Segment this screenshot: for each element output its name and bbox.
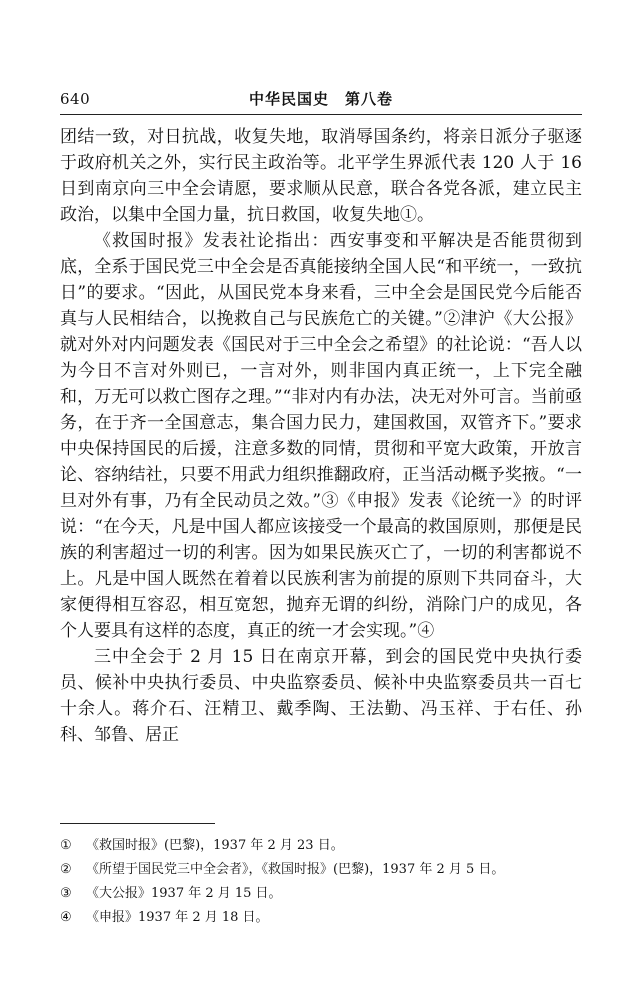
page-number: 640 [60, 90, 91, 108]
footnote-text: 《救国时报》(巴黎)，1937 年 2 月 23 日。 [86, 838, 344, 853]
paragraph: 三中全会于 2 月 15 日在南京开幕，到会的国民党中央执行委员、候补中央执行委员、中央监察委员、候补中央监察委员共一百七十余人。蒋介石、汪精卫、戴季陶、王法勤、冯玉祥、于右任、孙科、邹鲁、居正 [60, 647, 582, 745]
footnote-text: 《大公报》1937 年 2 月 15 日。 [86, 886, 282, 901]
footnote-mark: ④ [60, 910, 72, 925]
running-title: 中华民国史 第八卷 [248, 90, 393, 108]
body-text [60, 124, 582, 748]
page-header [60, 86, 582, 115]
footnote [60, 834, 582, 858]
footnote-text: 《申报》1937 年 2 月 18 日。 [86, 910, 269, 925]
footnote-divider [60, 823, 215, 824]
footnote-text: 《所望于国民党三中全会者》，《救国时报》(巴黎)，1937 年 2 月 5 日。 [86, 862, 505, 877]
footnote [60, 858, 582, 882]
footnote [60, 882, 582, 906]
footnote-mark: ① [60, 838, 72, 853]
footnote [60, 906, 582, 930]
paragraph-continued: 团结一致，对日抗战，收复失地，取消辱国条约，将亲日派分子驱逐于政府机关之外，实行民主政治等。北平学生界派代表 120 人于 16 日到南京向三中全会请愿，要求顺从民意，联合各党各派，建立民主政治，以集中全国力量，抗日救国，收复失地①。 [60, 127, 582, 225]
footnote-mark: ③ [60, 886, 72, 901]
paragraph: 《救国时报》发表社论指出：西安事变和平解决是否能贯彻到底，全系于国民党三中全会是否真能接纳全国人民“和平统一，一致抗日”的要求。“因此，从国民党本身来看，三中全会是国民党今后能否真与人民相结合，以挽救自己与民族危亡的关键。”②津沪《大公报》就对外对内问题发表《国民对于三中全会之希望》的社论说：“吾人以为今日不言对外则已，一言对外，则非国内真正统一，上下完全融和，万无可以救亡图存之理。”“非对内有办法，决无对外可言。当前亟务，在于齐一全国意志，集合国力民力，建国救国，双管齐下。”要求中央保持国民的后援，注意多数的同情，贯彻和平宽大政策，开放言论、容纳结社，只要不用武力组织推翻政府，正当活动概予奖掖。“一旦对外有事，乃有全民动员之效。”③《申报》发表《论统一》的时评说：“在今天，凡是中国人都应该接受一个最高的救国原则，那便是民族的利害超过一切的利害。因为如果民族灭亡了，一切的利害都说不上。凡是中国人既然在着着以民族利害为前提的原则下共同奋斗，大家便得相互容忍，相互宽恕，抛弃无谓的纠纷，消除门户的成见，各个人要具有这样的态度，真正的统一才会实现。”④ [60, 231, 582, 641]
footnote-mark: ② [60, 862, 72, 877]
footnotes [60, 834, 582, 930]
